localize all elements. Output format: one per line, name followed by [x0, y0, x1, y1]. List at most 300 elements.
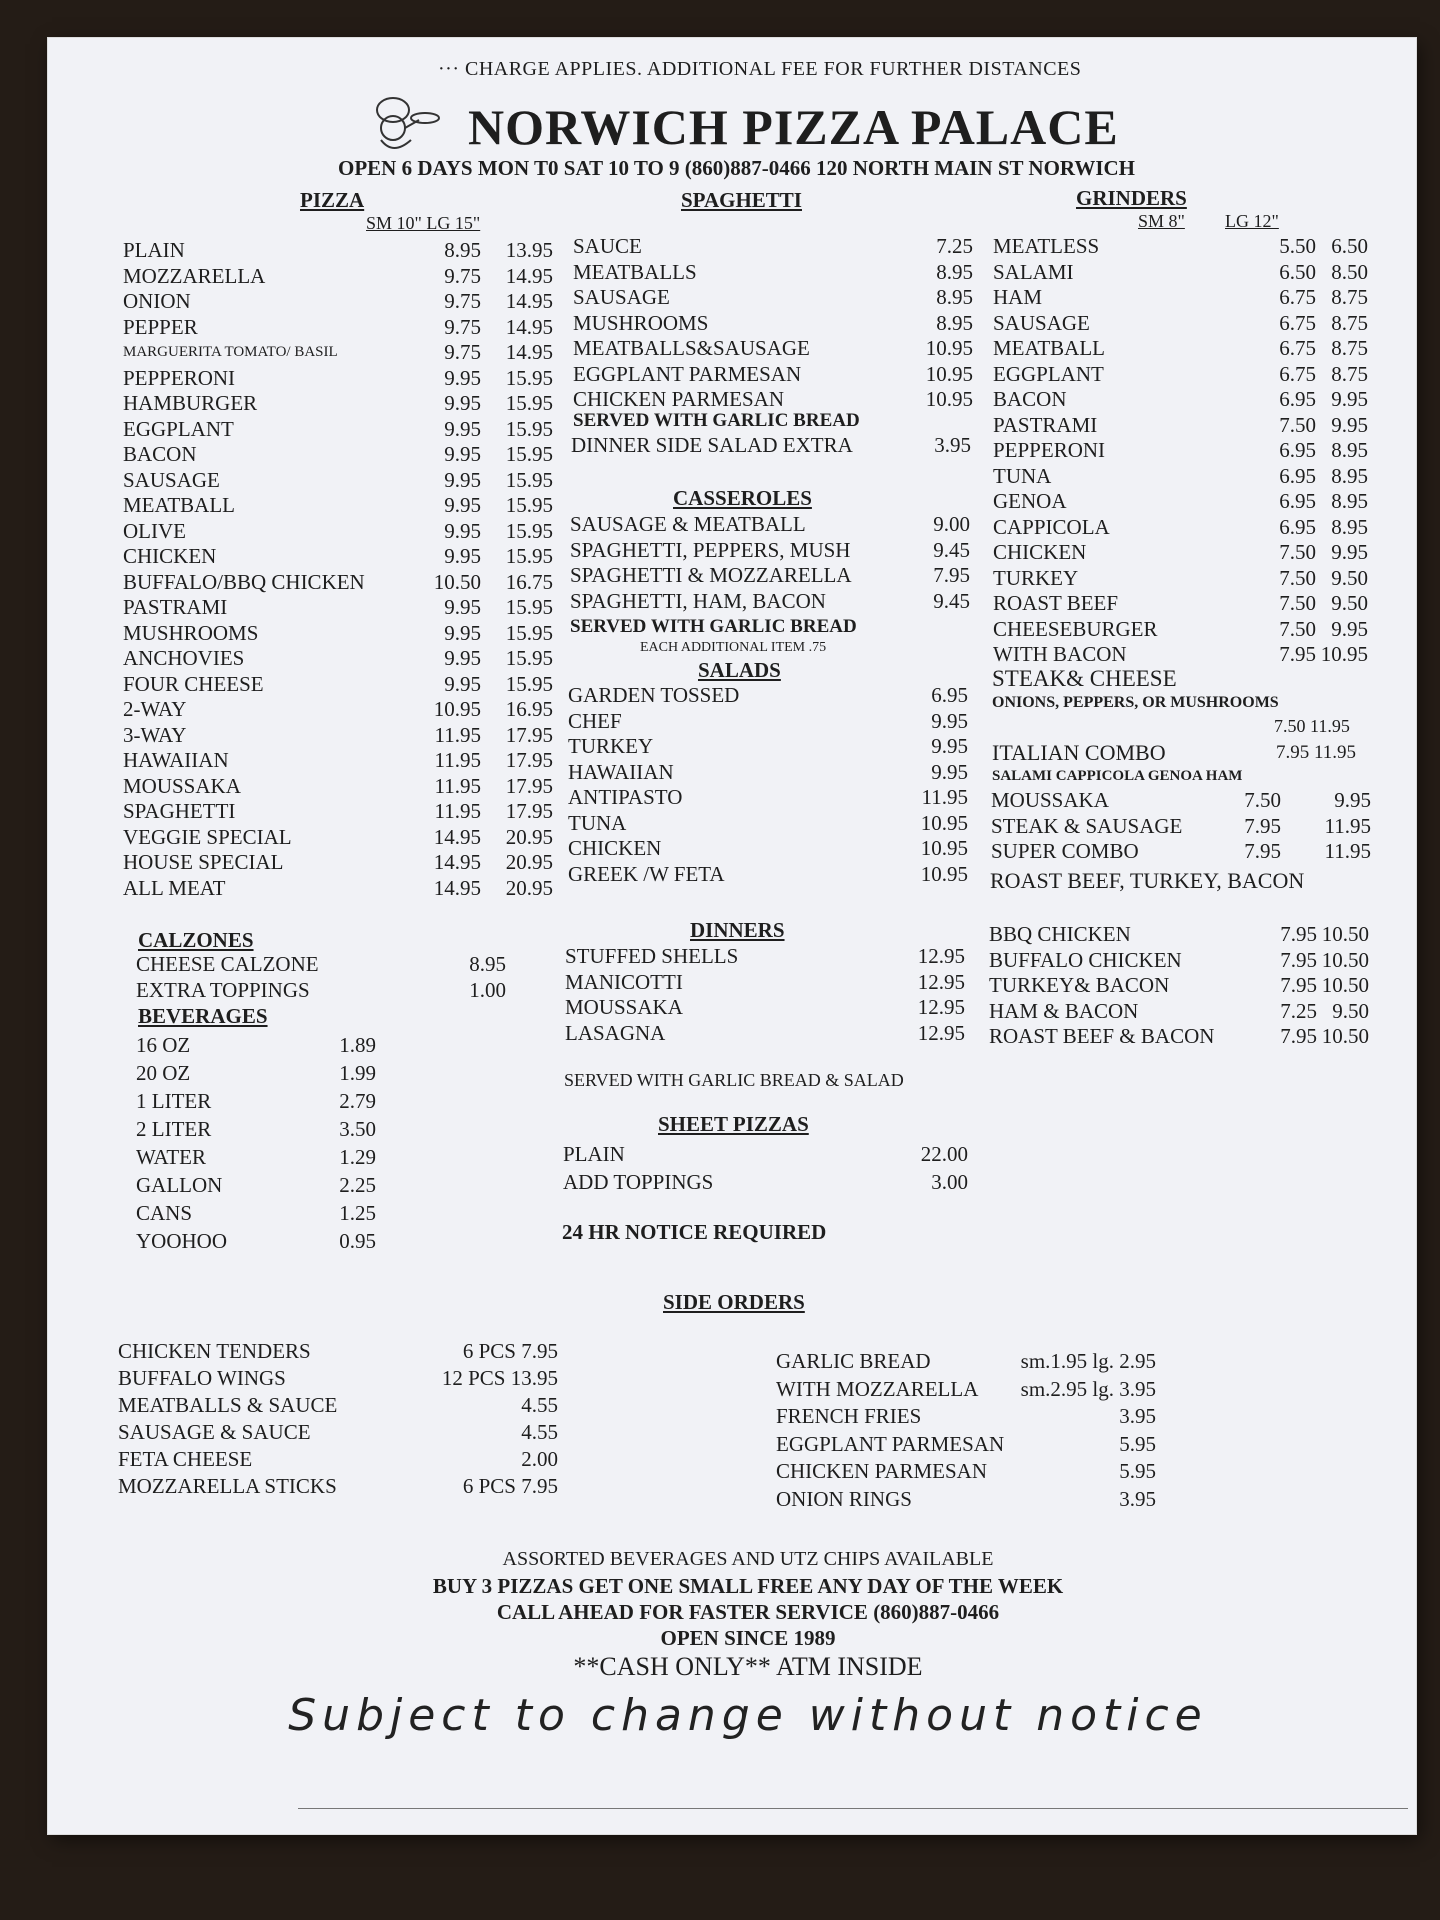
menu-item	[136, 978, 506, 1004]
item-name: TUNA	[568, 810, 627, 835]
menu-item	[993, 413, 1368, 439]
item-name: SAUSAGE	[573, 285, 670, 309]
menu-item	[118, 1419, 558, 1446]
menu-item	[993, 311, 1368, 337]
footer-cash-only: **CASH ONLY** ATM INSIDE	[573, 1652, 923, 1681]
item-name: MOZZARELLA STICKS	[118, 1474, 337, 1498]
menu-item	[776, 1486, 1216, 1514]
menu-item	[563, 1168, 968, 1196]
item-price: 6.75	[1279, 336, 1316, 360]
item-name: CAPPICOLA	[993, 514, 1110, 539]
item-price: 6 PCS 7.95	[462, 1339, 558, 1363]
casseroles-heading: CASSEROLES	[673, 486, 812, 510]
item-price: 8.95	[936, 285, 973, 309]
item-name: CHICKEN	[993, 540, 1087, 564]
menu-item	[123, 748, 563, 774]
dinners-heading: DINNERS	[690, 918, 785, 942]
item-name: BUFFALO CHICKEN	[989, 947, 1182, 972]
beverages-heading: BEVERAGES	[138, 1004, 268, 1028]
menu-item	[989, 948, 1369, 974]
side-orders-right	[776, 1348, 1216, 1513]
item-name: TURKEY	[568, 734, 654, 758]
menu-item	[993, 464, 1368, 490]
item-name: HAWAIIAN	[568, 759, 674, 784]
item-price: 9.95	[444, 467, 481, 492]
item-name: EGGPLANT PARMESAN	[573, 361, 802, 386]
casseroles-note: SERVED WITH GARLIC BREAD	[570, 616, 857, 637]
menu-item	[123, 595, 563, 621]
menu-item	[123, 417, 563, 443]
item-name: 1 LITER	[136, 1089, 212, 1113]
item-name: SAUSAGE	[993, 310, 1090, 335]
menu-item	[123, 723, 563, 749]
menu-item	[776, 1348, 1216, 1376]
menu-item	[136, 1199, 376, 1227]
menu-item	[123, 289, 563, 315]
item-price: 10.95	[920, 861, 968, 886]
item-price-large: 17.95	[505, 799, 553, 823]
menu-item	[570, 589, 970, 615]
item-price: 10.50	[433, 569, 481, 594]
menu-item	[123, 544, 563, 570]
grinders-list	[993, 234, 1368, 668]
item-name: BUFFALO WINGS	[118, 1366, 286, 1390]
item-price: 7.95	[1280, 947, 1317, 972]
item-price: 3.95	[1119, 1404, 1156, 1428]
menu-item	[123, 519, 563, 545]
item-name: SAUSAGE	[123, 467, 220, 492]
chef-logo-icon	[353, 88, 443, 158]
menu-item	[568, 836, 968, 862]
item-name: WITH BACON	[993, 642, 1127, 666]
item-name: HAM	[993, 285, 1043, 309]
menu-item	[568, 709, 968, 735]
item-price: 7.50	[1244, 788, 1281, 812]
menu-item	[993, 285, 1368, 311]
footer-call-ahead: CALL AHEAD FOR FASTER SERVICE (860)887-0466	[496, 1600, 1000, 1624]
menu-item	[123, 366, 563, 392]
item-name: MEATBALLS & SAUCE	[118, 1393, 338, 1417]
menu-item	[991, 839, 1371, 865]
item-price-large: 13.95	[505, 238, 553, 262]
item-name: SPAGHETTI, HAM, BACON	[570, 588, 826, 613]
menu-item	[993, 591, 1368, 617]
menu-item	[570, 538, 970, 564]
item-price-large: 8.95	[1331, 438, 1368, 462]
menu-item	[123, 391, 563, 417]
item-name: BBQ CHICKEN	[989, 922, 1131, 946]
item-price-large: 11.95	[1324, 839, 1371, 863]
menu-item	[123, 850, 563, 876]
item-price: 12 PCS 13.95	[441, 1366, 558, 1390]
item-price: 5.95	[1119, 1459, 1156, 1483]
menu-item	[571, 433, 971, 459]
side-salad-extra	[571, 433, 971, 459]
menu-item	[776, 1403, 1216, 1431]
item-price-large: 17.95	[505, 748, 553, 772]
item-price: 9.00	[933, 512, 970, 536]
menu-item	[123, 876, 563, 902]
item-name: MOUSSAKA	[565, 995, 683, 1019]
item-name: WITH MOZZARELLA	[776, 1376, 979, 1401]
item-name: SAUSAGE & MEATBALL	[570, 512, 806, 536]
menu-item	[123, 315, 563, 341]
item-price-large: 8.50	[1331, 259, 1368, 284]
item-price: 8.95	[469, 952, 506, 976]
chicken-grinders-list	[989, 922, 1369, 1050]
item-price-large: 15.95	[505, 391, 553, 415]
item-price-large: 8.75	[1331, 336, 1368, 360]
item-price: 7.95	[1279, 642, 1316, 666]
salads-heading: SALADS	[698, 658, 781, 682]
steak-options: ONIONS, PEPPERS, OR MUSHROOMS	[992, 694, 1279, 711]
menu-item	[568, 683, 968, 709]
item-name: MOZZARELLA	[123, 263, 266, 288]
item-name: CHICKEN TENDERS	[118, 1339, 311, 1363]
item-name: PLAIN	[123, 238, 185, 262]
dinners-note: SERVED WITH GARLIC BREAD & SALAD	[564, 1070, 904, 1090]
item-name: 2-WAY	[123, 697, 187, 721]
menu-item	[993, 617, 1368, 643]
item-name: STUFFED SHELLS	[565, 944, 739, 968]
side-orders-left	[118, 1338, 558, 1500]
menu-item	[118, 1473, 558, 1500]
item-price: 9.75	[444, 289, 481, 313]
item-price: 6.95	[1279, 463, 1316, 488]
item-name: BACON	[993, 387, 1067, 411]
menu-item	[993, 489, 1368, 515]
item-name: STEAK & SAUSAGE	[991, 813, 1183, 838]
menu-item	[993, 362, 1368, 388]
item-price: 9.95	[444, 365, 481, 390]
item-price: 10.95	[920, 836, 968, 860]
menu-item	[123, 340, 563, 366]
menu-item	[776, 1458, 1216, 1486]
item-name: ROAST BEEF	[993, 591, 1119, 615]
menu-item	[573, 362, 973, 388]
item-price: 1.29	[339, 1145, 376, 1169]
item-price: 9.95	[444, 416, 481, 441]
item-name: PEPPER	[123, 314, 198, 339]
item-price: 6 PCS 7.95	[462, 1474, 558, 1498]
menu-item	[123, 468, 563, 494]
item-price-large: 14.95	[505, 263, 553, 288]
item-price-large: 9.50	[1331, 591, 1368, 615]
item-name: EXTRA TOPPINGS	[136, 977, 310, 1002]
item-price: 6.95	[1279, 438, 1316, 462]
item-name: MEATBALL	[993, 336, 1105, 360]
dinners-list	[565, 944, 965, 1046]
item-price: 9.95	[444, 671, 481, 696]
item-price: 7.25	[1280, 998, 1317, 1023]
item-name: CHICKEN	[123, 544, 217, 568]
hours-address: OPEN 6 DAYS MON T0 SAT 10 TO 9 (860)887-0466 120 NORTH MAIN ST NORWICH	[338, 156, 1136, 180]
item-name: MEATBALLS&SAUSAGE	[573, 336, 810, 360]
item-name: CHEESE CALZONE	[136, 952, 319, 976]
item-price: 1.25	[339, 1201, 376, 1225]
item-price-large: 9.95	[1331, 616, 1368, 641]
item-price: 6.75	[1279, 361, 1316, 386]
item-price-large: 15.95	[505, 544, 553, 568]
item-price: 9.95	[444, 620, 481, 645]
beverage-list	[136, 1031, 376, 1255]
menu-item	[118, 1446, 558, 1473]
item-name: CHICKEN	[568, 836, 662, 860]
item-price: 3.95	[934, 433, 971, 457]
item-name: ANCHOVIES	[123, 646, 245, 670]
item-price-large: 8.95	[1331, 489, 1368, 513]
item-name: EGGPLANT	[123, 416, 234, 441]
menu-item	[136, 1143, 376, 1171]
item-price-large: 15.95	[505, 467, 553, 492]
item-name: 2 LITER	[136, 1117, 212, 1141]
menu-item	[991, 788, 1371, 814]
item-name: TURKEY& BACON	[989, 973, 1170, 997]
item-price-large: 10.95	[1320, 642, 1368, 666]
item-price: 22.00	[920, 1142, 968, 1166]
item-name: PASTRAMI	[993, 412, 1098, 437]
item-price-large: 20.95	[505, 850, 553, 874]
menu-item	[118, 1365, 558, 1392]
item-price: 9.45	[933, 537, 970, 562]
menu-item	[118, 1392, 558, 1419]
menu-item	[123, 570, 563, 596]
item-name: EGGPLANT	[993, 361, 1104, 386]
item-price-large: 10.50	[1321, 922, 1369, 946]
menu-sheet	[48, 38, 1416, 1834]
menu-item	[563, 1140, 968, 1168]
item-price: 9.95	[444, 595, 481, 619]
item-price: 7.95	[1244, 839, 1281, 863]
item-name: SPAGHETTI & MOZZARELLA	[570, 563, 852, 587]
item-price-large: 8.75	[1331, 310, 1368, 335]
menu-item	[573, 387, 973, 413]
item-price-large: 15.95	[505, 493, 553, 517]
item-name: CHICKEN PARMESAN	[776, 1459, 988, 1483]
item-name: GENOA	[993, 489, 1067, 513]
item-name: BUFFALO/BBQ CHICKEN	[123, 569, 365, 594]
item-price: 5.50	[1279, 234, 1316, 258]
menu-item	[989, 1024, 1369, 1050]
item-price: 7.50	[1279, 616, 1316, 641]
item-name: MOUSSAKA	[123, 773, 241, 798]
menu-item	[573, 285, 973, 311]
item-price-large: 9.95	[1331, 540, 1368, 564]
item-price-large: 10.50	[1321, 973, 1369, 997]
item-name: SPAGHETTI, PEPPERS, MUSH	[570, 537, 851, 562]
item-price-large: 9.50	[1332, 998, 1369, 1023]
menu-item	[565, 1021, 965, 1047]
item-name: EGGPLANT PARMESAN	[776, 1431, 1005, 1456]
item-price-large: 16.75	[505, 569, 553, 594]
menu-item	[993, 515, 1368, 541]
item-price-large: 9.95	[1331, 387, 1368, 411]
item-name: MEATLESS	[993, 234, 1100, 258]
item-price: 7.95	[933, 563, 970, 587]
item-name: FRENCH FRIES	[776, 1404, 922, 1428]
item-price: 6.50	[1279, 259, 1316, 284]
item-price-large: 10.50	[1321, 947, 1369, 972]
notice-required: 24 HR NOTICE REQUIRED	[562, 1220, 827, 1244]
menu-item	[123, 825, 563, 851]
menu-item	[136, 1227, 376, 1255]
item-name: SALAMI	[993, 259, 1074, 284]
italian-combo-note: SALAMI CAPPICOLA GENOA HAM	[992, 768, 1243, 784]
item-name: SUPER COMBO	[991, 839, 1139, 863]
menu-item	[123, 238, 563, 264]
footer-promo: BUY 3 PIZZAS GET ONE SMALL FREE ANY DAY OF THE WEEK	[432, 1574, 1064, 1598]
item-name: SAUSAGE & SAUCE	[118, 1420, 311, 1444]
menu-item	[993, 540, 1368, 566]
item-name: FETA CHEESE	[118, 1447, 253, 1471]
item-name: MUSHROOMS	[123, 620, 259, 645]
item-price: 9.95	[931, 759, 968, 784]
item-price: 11.95	[434, 799, 481, 823]
additional-item-note: EACH ADDITIONAL ITEM .75	[640, 640, 827, 655]
item-price: 14.95	[433, 824, 481, 849]
item-price: 9.95	[444, 544, 481, 568]
menu-item	[776, 1376, 1216, 1404]
handwritten-note: Subject to change without notice	[288, 1690, 1208, 1741]
item-price-large: 14.95	[505, 314, 553, 339]
item-price: 5.95	[1119, 1431, 1156, 1456]
menu-item	[565, 995, 965, 1021]
item-price: 10.95	[925, 336, 973, 360]
item-name: WATER	[136, 1145, 206, 1169]
menu-item	[123, 697, 563, 723]
item-price: 9.75	[444, 340, 481, 364]
item-price: 9.95	[444, 391, 481, 415]
item-price: 6.95	[1279, 489, 1316, 513]
item-name: PEPPERONI	[993, 438, 1106, 462]
item-price: 1.99	[339, 1061, 376, 1085]
menu-item	[993, 566, 1368, 592]
grinders-heading: GRINDERS	[1076, 186, 1187, 210]
item-price: 8.95	[936, 259, 973, 284]
item-price: 10.95	[925, 361, 973, 386]
item-name: GARDEN TOSSED	[568, 683, 740, 707]
grinders-size-lg: LG 12"	[1225, 211, 1279, 231]
item-price: 10.95	[433, 697, 481, 721]
item-name: ONION	[123, 289, 191, 313]
item-price: 7.95	[1280, 1024, 1317, 1048]
pizza-sizes: SM 10" LG 15"	[366, 213, 481, 233]
menu-item	[568, 811, 968, 837]
item-name: MARGUERITA TOMATO/ BASIL	[123, 344, 338, 360]
item-price: 11.95	[434, 748, 481, 772]
item-price-large: 11.95	[1324, 813, 1371, 838]
item-name: TURKEY	[993, 565, 1079, 590]
item-name: LASAGNA	[565, 1020, 666, 1045]
menu-item	[993, 438, 1368, 464]
pizza-heading: PIZZA	[300, 188, 365, 212]
menu-item	[123, 799, 563, 825]
pizza-list	[123, 238, 563, 901]
item-name: HAM & BACON	[989, 998, 1139, 1023]
item-name: 16 OZ	[136, 1033, 191, 1057]
item-name: MOUSSAKA	[991, 788, 1109, 812]
menu-item	[991, 814, 1371, 840]
item-price: 14.95	[433, 875, 481, 900]
item-price-large: 15.95	[505, 595, 553, 619]
item-price: 2.79	[339, 1089, 376, 1113]
item-price-large: 8.95	[1331, 463, 1368, 488]
menu-item	[568, 785, 968, 811]
item-name: CHICKEN PARMESAN	[573, 387, 785, 411]
footer-beverages: ASSORTED BEVERAGES AND UTZ CHIPS AVAILABLE	[502, 1548, 994, 1570]
item-price-large: 6.50	[1331, 234, 1368, 258]
grinders-more-list	[991, 788, 1371, 865]
italian-combo: ITALIAN COMBO	[992, 740, 1166, 765]
item-price: 6.75	[1279, 285, 1316, 309]
footer-open-since: OPEN SINCE 1989	[660, 1626, 836, 1650]
item-name: FOUR CHEESE	[123, 671, 264, 696]
item-price: 12.95	[917, 944, 965, 968]
item-price: 7.25	[936, 234, 973, 258]
menu-item	[573, 311, 973, 337]
menu-item	[993, 336, 1368, 362]
item-price: 4.55	[521, 1393, 558, 1417]
menu-item	[989, 973, 1369, 999]
bottom-rule	[298, 1808, 1408, 1809]
item-price-large: 9.95	[1334, 788, 1371, 812]
item-price: 14.95	[433, 850, 481, 874]
item-price-large: 15.95	[505, 646, 553, 670]
menu-item	[123, 646, 563, 672]
side-orders-heading: SIDE ORDERS	[663, 1290, 805, 1314]
item-price-large: 15.95	[505, 442, 553, 466]
item-price-large: 15.95	[505, 416, 553, 441]
menu-item	[993, 234, 1368, 260]
menu-item	[123, 442, 563, 468]
menu-item	[118, 1338, 558, 1365]
item-price: 7.50	[1279, 540, 1316, 564]
spaghetti-list	[573, 234, 973, 413]
item-price-large: 14.95	[505, 289, 553, 313]
item-price: 6.95	[1279, 514, 1316, 539]
item-price-large: 9.50	[1331, 565, 1368, 590]
item-name: CHEESEBURGER	[993, 616, 1158, 641]
item-price-large: 10.50	[1321, 1024, 1369, 1048]
item-name: HAWAIIAN	[123, 748, 229, 772]
item-price: 7.50	[1279, 412, 1316, 437]
item-name: PLAIN	[563, 1142, 625, 1166]
menu-item	[568, 734, 968, 760]
item-price: 9.95	[444, 518, 481, 543]
menu-item	[993, 260, 1368, 286]
menu-item	[136, 1087, 376, 1115]
item-name: HAMBURGER	[123, 391, 258, 415]
item-name: CHEF	[568, 708, 622, 733]
item-price: 3.95	[1119, 1486, 1156, 1511]
item-price: 11.95	[921, 785, 968, 809]
item-price: 0.95	[339, 1229, 376, 1253]
item-price: 9.75	[444, 314, 481, 339]
item-price: 2.25	[339, 1173, 376, 1197]
menu-item	[565, 970, 965, 996]
item-price: 8.95	[936, 310, 973, 335]
item-price: 9.95	[931, 708, 968, 733]
item-name: PEPPERONI	[123, 365, 236, 390]
calzone-list	[136, 952, 506, 1003]
item-name: DINNER SIDE SALAD EXTRA	[571, 433, 853, 457]
menu-item	[123, 672, 563, 698]
item-price: 7.50	[1279, 591, 1316, 615]
item-name: GARLIC BREAD	[776, 1349, 931, 1373]
item-price: 4.55	[521, 1420, 558, 1444]
item-name: SAUCE	[573, 234, 642, 258]
item-price-large: 20.95	[505, 824, 553, 849]
